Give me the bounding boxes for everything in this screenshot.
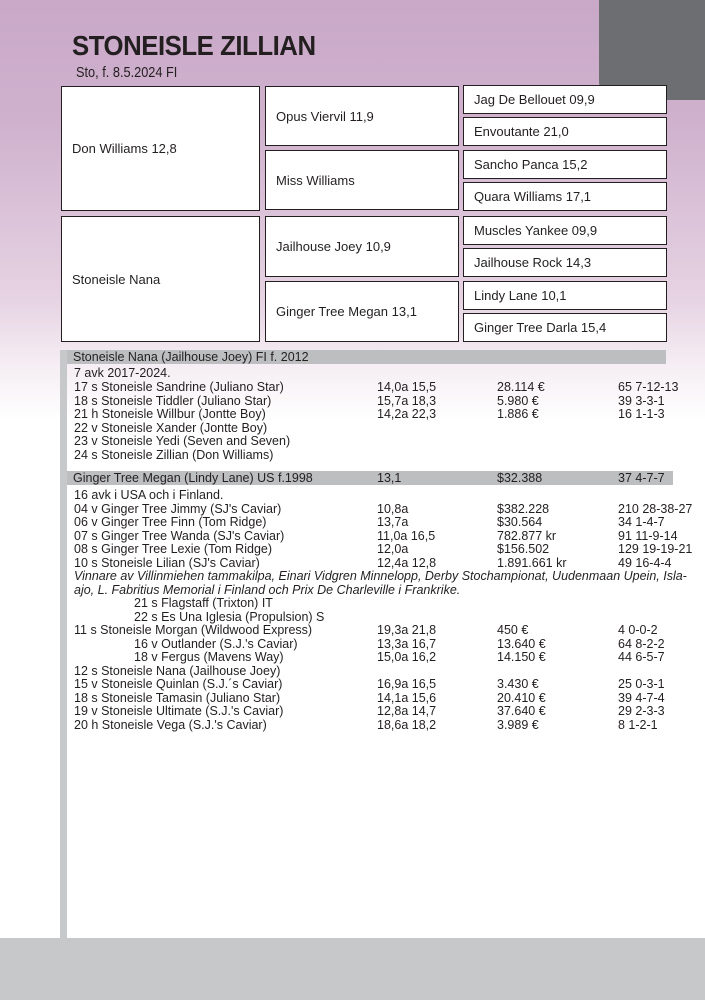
pedigree-sdd: Quara Williams 17,1	[463, 182, 667, 211]
offspring-record: 12,4a 12,8	[377, 555, 437, 570]
offspring-name: 10 s Stoneisle Lilian (SJ's Caviar)	[74, 555, 260, 570]
offspring-starts: 91 11-9-14	[618, 528, 678, 543]
offspring-starts: 64 8-2-2	[618, 636, 665, 651]
offspring-name: 24 s Stoneisle Zillian (Don Williams)	[74, 447, 274, 462]
offspring-name: 21 h Stoneisle Willbur (Jontte Boy)	[74, 407, 266, 421]
offspring-starts: 39 4-7-4	[618, 690, 665, 705]
page-subtitle: Sto, f. 8.5.2024 FI	[76, 64, 178, 81]
offspring-earnings: 13.640 €	[497, 636, 546, 651]
sub-offspring-name: 16 v Outlander (S.J.'s Caviar)	[134, 636, 298, 651]
offspring-name: 08 s Ginger Tree Lexie (Tom Ridge)	[74, 542, 273, 556]
offspring-record: 19,3a 21,8	[377, 623, 437, 637]
pedigree-sire: Don Williams 12,8	[61, 86, 260, 211]
offspring-starts: 49 16-4-4	[618, 555, 672, 570]
offspring-starts: 44 6-5-7	[618, 650, 665, 664]
offspring-name: 12 s Stoneisle Nana (Jailhouse Joey)	[74, 663, 281, 678]
offspring-earnings: 3.989 €	[497, 717, 539, 732]
sub-offspring-name: 18 v Fergus (Mavens Way)	[134, 650, 284, 664]
victory-note: ajo, L. Fabritius Memorial i Finland och Prix De Charleville i Frankrike.	[74, 582, 461, 597]
offspring-record: 12,0a	[377, 542, 409, 556]
pedigree-dam-dam: Ginger Tree Megan 13,1	[265, 281, 459, 342]
offspring-starts: 25 0-3-1	[618, 677, 665, 691]
offspring-name: 17 s Stoneisle Sandrine (Juliano Star)	[74, 380, 284, 394]
offspring-earnings: 1.891.661 kr	[497, 555, 567, 570]
pedigree-sire-sire: Opus Viervil 11,9	[265, 86, 459, 146]
offspring-name: 20 h Stoneisle Vega (S.J.'s Caviar)	[74, 717, 267, 732]
offspring-starts: 39 3-3-1	[618, 393, 665, 408]
offspring-starts: 129 19-19-21	[618, 542, 693, 556]
offspring-earnings: 37.640 €	[497, 704, 546, 718]
footer-band	[0, 938, 705, 1000]
granddam-heading: Ginger Tree Megan (Lindy Lane) US f.1998	[67, 471, 673, 485]
pedigree-sire-dam: Miss Williams	[265, 150, 459, 210]
victory-note: Vinnare av Villinmiehen tammakilpa, Einari Vidgren Minnelopp, Derby Stochampionat, Uudenmaan Upein, Isla-	[74, 569, 687, 583]
offspring-record: 14,0a 15,5	[377, 380, 437, 394]
offspring-record: 18,6a 18,2	[377, 717, 437, 732]
pedigree-sss: Jag De Bellouet 09,9	[463, 85, 667, 114]
granddam-intro: 16 avk i USA och i Finland.	[74, 488, 224, 502]
granddam-starts: 37 4-7-7	[618, 471, 665, 485]
offspring-name: 07 s Ginger Tree Wanda (SJ's Caviar)	[74, 528, 285, 543]
offspring-name: 18 s Stoneisle Tiddler (Juliano Star)	[74, 393, 272, 408]
offspring-record: 13,3a 16,7	[377, 636, 437, 651]
offspring-starts: 4 0-0-2	[618, 623, 658, 637]
pedigree-ddd: Ginger Tree Darla 15,4	[463, 313, 667, 342]
offspring-starts: 16 1-1-3	[618, 407, 665, 421]
pedigree-dss: Muscles Yankee 09,9	[463, 216, 667, 245]
pedigree-dds: Lindy Lane 10,1	[463, 281, 667, 310]
pedigree-sds: Sancho Panca 15,2	[463, 150, 667, 179]
sub-offspring-name: 21 s Flagstaff (Trixton) IT	[134, 596, 273, 610]
offspring-record: 11,0a 16,5	[377, 528, 436, 543]
offspring-name: 18 s Stoneisle Tamasin (Juliano Star)	[74, 690, 281, 705]
offspring-starts: 34 1-4-7	[618, 515, 665, 529]
dam-heading: Stoneisle Nana (Jailhouse Joey) FI f. 2012	[67, 350, 666, 364]
offspring-starts: 210 28-38-27	[618, 501, 693, 516]
offspring-record: 10,8a	[377, 501, 409, 516]
pedigree-dam: Stoneisle Nana	[61, 216, 260, 342]
offspring-starts: 29 2-3-3	[618, 704, 665, 718]
offspring-name: 04 v Ginger Tree Jimmy (SJ's Caviar)	[74, 501, 282, 516]
offspring-earnings: 5.980 €	[497, 393, 539, 408]
offspring-earnings: $156.502	[497, 542, 550, 556]
offspring-record: 15,0a 16,2	[377, 650, 437, 664]
pedigree-ssd: Envoutante 21,0	[463, 117, 667, 146]
offspring-name: 15 v Stoneisle Quinlan (S.J.´s Caviar)	[74, 677, 283, 691]
offspring-record: 14,1a 15,6	[377, 690, 437, 705]
offspring-record: 14,2a 22,3	[377, 407, 437, 421]
offspring-earnings: 28.114 €	[497, 380, 545, 394]
offspring-earnings: 782.877 kr	[497, 528, 557, 543]
sub-offspring-name: 22 s Es Una Iglesia (Propulsion) S	[134, 609, 325, 624]
offspring-earnings: $30.564	[497, 515, 543, 529]
offspring-earnings: 1.886 €	[497, 407, 539, 421]
offspring-record: 13,7a	[377, 515, 409, 529]
offspring-name: 23 v Stoneisle Yedi (Seven and Seven)	[74, 434, 291, 448]
left-margin-bar	[60, 350, 67, 940]
pedigree-dam-sire: Jailhouse Joey 10,9	[265, 216, 459, 277]
offspring-starts: 65 7-12-13	[618, 380, 679, 394]
offspring-earnings: 450 €	[497, 623, 529, 637]
offspring-record: 15,7a 18,3	[377, 393, 437, 408]
dam-intro: 7 avk 2017-2024.	[74, 366, 171, 380]
offspring-record: 16,9a 16,5	[377, 677, 437, 691]
page-title: STONEISLE ZILLIAN	[72, 30, 316, 61]
offspring-name: 06 v Ginger Tree Finn (Tom Ridge)	[74, 515, 267, 529]
offspring-name: 22 v Stoneisle Xander (Jontte Boy)	[74, 420, 268, 435]
offspring-earnings: 14.150 €	[497, 650, 546, 664]
offspring-record: 12,8a 14,7	[377, 704, 437, 718]
offspring-starts: 8 1-2-1	[618, 717, 658, 732]
offspring-name: 11 s Stoneisle Morgan (Wildwood Express)	[74, 623, 313, 637]
pedigree-dsd: Jailhouse Rock 14,3	[463, 248, 667, 277]
offspring-earnings: 3.430 €	[497, 677, 539, 691]
granddam-record: 13,1	[377, 471, 402, 485]
offspring-name: 19 v Stoneisle Ultimate (S.J.'s Caviar)	[74, 704, 284, 718]
offspring-earnings: 20.410 €	[497, 690, 546, 705]
offspring-earnings: $382.228	[497, 501, 550, 516]
granddam-earnings: $32.388	[497, 471, 543, 485]
